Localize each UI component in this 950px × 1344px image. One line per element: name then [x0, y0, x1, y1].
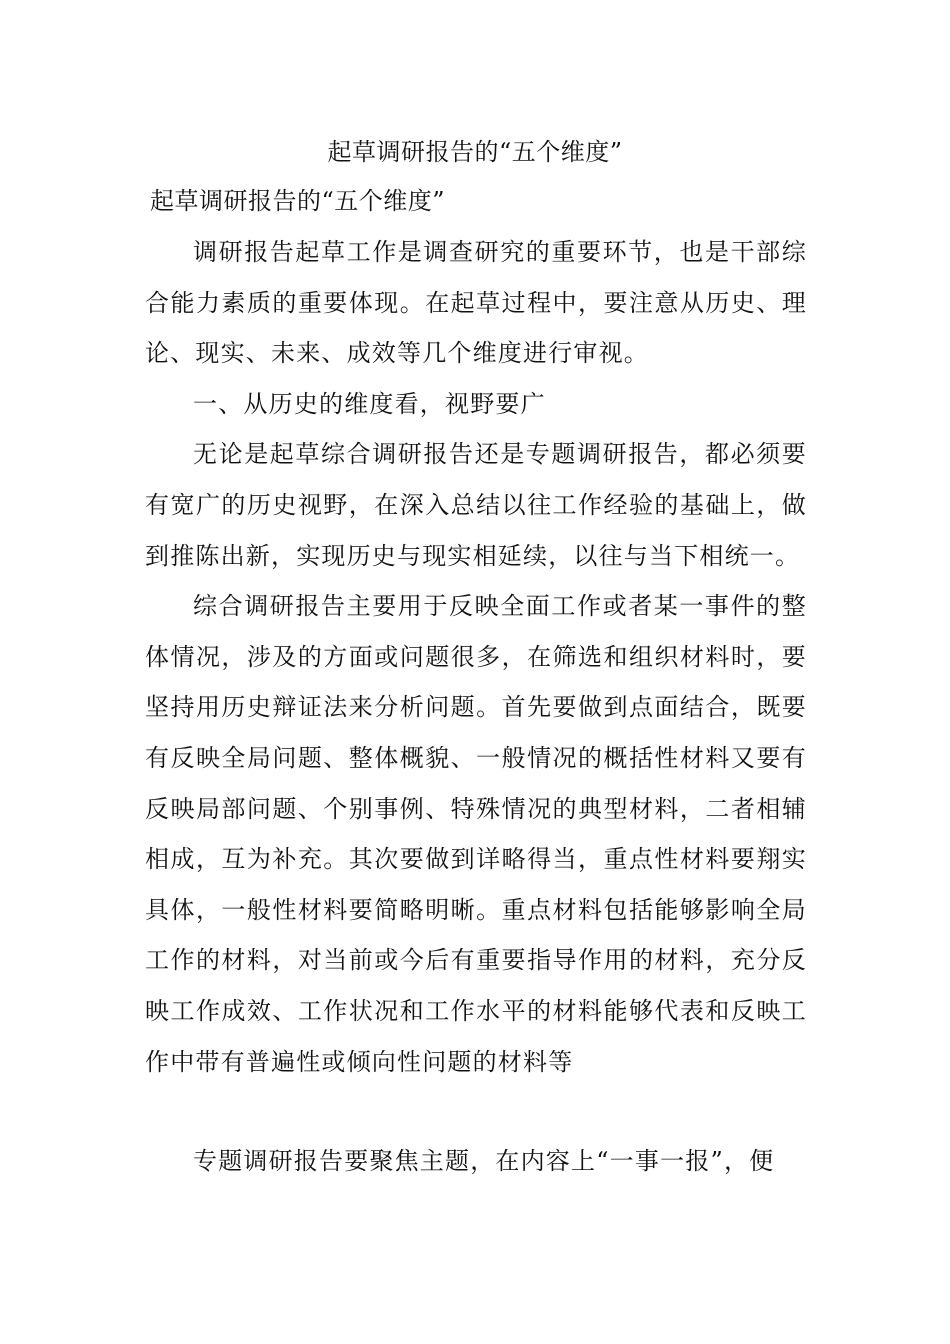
paragraph-history-view: 无论是起草综合调研报告还是专题调研报告，都必须要有宽广的历史视野，在深入总结以往工作经验的基础上，做到推陈出新，实现历史与现实相延续，以往与当下相统一。 [145, 440, 807, 570]
document-subtitle: 起草调研报告的“五个维度” [150, 187, 446, 215]
paragraph-special-report: 专题调研报告要聚焦主题，在内容上“一事一报”，便 [193, 1147, 775, 1176]
section-heading-history: 一、从历史的维度看，视野要广 [193, 389, 546, 418]
document-body [145, 227, 807, 1187]
paragraph-comprehensive-report: 综合调研报告主要用于反映全面工作或者某一事件的整体情况，涉及的方面或问题很多，在筛选和组织材料时，要坚持用历史辩证法来分析问题。首先要做到点面结合，既要有反映全局问题、整体概貌、一般情况的概括性材料又要有反映局部问题、个别事例、特殊情况的典型材料，二者相辅相成，互为补充。其次要做到详略得当，重点性材料要翔实具体，一般性材料要简略明晰。重点材料包括能够影响全局工作的材料，对当前或今后有重要指导作用的材料，充分反映工作成效、工作状况和工作水平的材料能够代表和反映工作中带有普遍性或倾向性问题的材料等 [145, 592, 807, 1076]
paragraph-intro: 调研报告起草工作是调查研究的重要环节，也是干部综合能力素质的重要体现。在起草过程中，要注意从历史、理论、现实、未来、成效等几个维度进行审视。 [145, 238, 807, 368]
document-title: 起草调研报告的“五个维度” [327, 138, 623, 166]
